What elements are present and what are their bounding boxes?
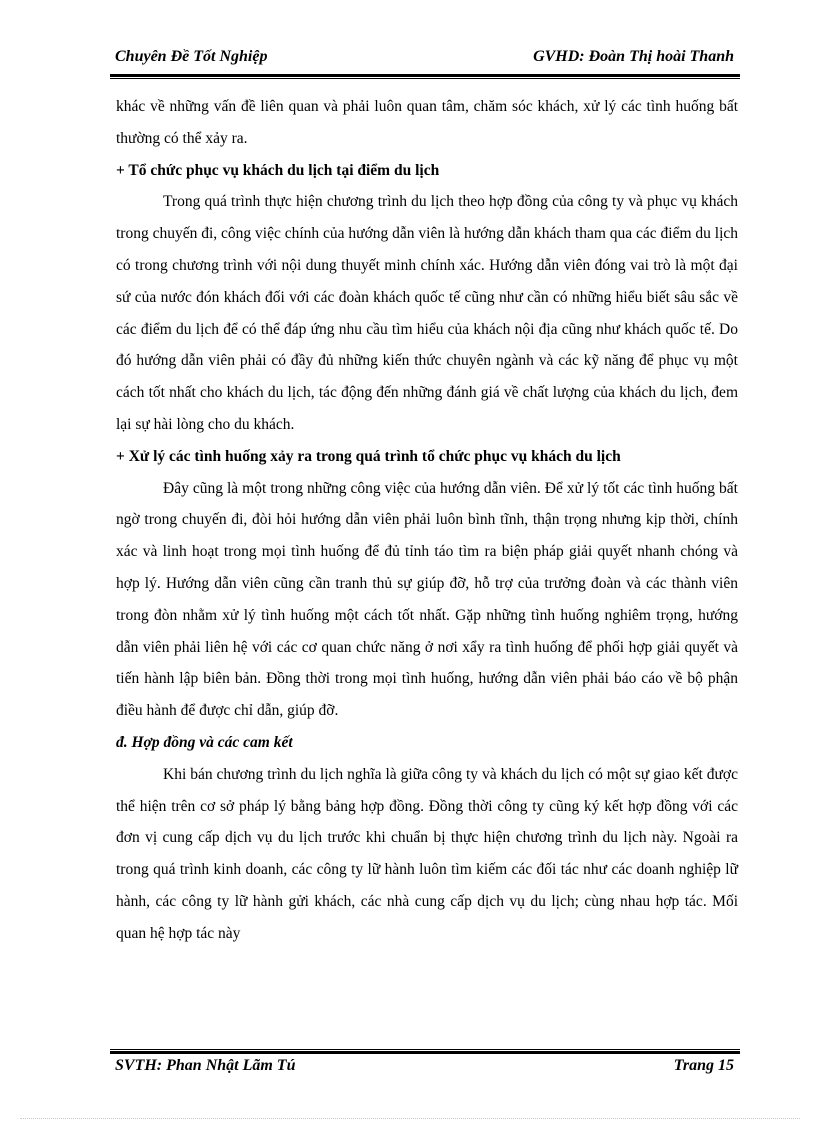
footer-divider [110, 1049, 740, 1054]
document-body [116, 91, 738, 950]
footer-student: SVTH: Phan Nhật Lãm Tú [115, 1057, 296, 1074]
section-heading-guiding: + Tổ chức phục vụ khách du lịch tại điểm du lịch [116, 161, 440, 179]
page-edge-line [20, 1118, 800, 1119]
paragraph-situations: Đây cũng là một trong những công việc của hướng dẫn viên. Để xử lý tốt các tình huống bất ngờ trong chuyến đi, đòi hỏi hướng dẫn viên phải luôn bình tĩnh, thận trọng nhưng kịp thời, chính xác và linh hoạt trong mọi tình huống để đủ tỉnh táo tìm ra biện pháp giải quyết nhanh chóng và hợp lý. Hướng dẫn viên cũng cần tranh thủ sự giúp đỡ, hỗ trợ của trưởng đoàn và các thành viên trong đòn nhằm xử lý tình huống một cách tốt nhất. Gặp những tình huống nghiêm trọng, hướng dẫn viên phải liên hệ với các cơ quan chức năng ở nơi xẩy ra tình huống để phối hợp giải quyết và tiến hành lập biên bản. Đồng thời trong mọi tình huống, hướng dẫn viên phải báo cáo về bộ phận điều hành để được chỉ dẫn, giúp đỡ. [116, 479, 738, 720]
paragraph-continuation: khác về những vấn đề liên quan và phải luôn quan tâm, chăm sóc khách, xử lý các tình huống bất thường có thể xảy ra. [116, 98, 738, 147]
header-divider [110, 74, 740, 79]
page-header [115, 48, 740, 70]
header-advisor: GVHD: Đoàn Thị hoài Thanh [533, 48, 734, 65]
paragraph-contracts: Khi bán chương trình du lịch nghĩa là giữa công ty và khách du lịch có một sự giao kết được thể hiện trên cơ sở pháp lý bằng bảng hợp đồng. Đồng thời công ty cũng ký kết hợp đồng với các đơn vị cung cấp dịch vụ du lịch trước khi chuẩn bị thực hiện chương trình du lịch này. Ngoài ra trong quá trình kinh doanh, các công ty lữ hành luôn tìm kiếm các đối tác như các doanh nghiệp lữ hành, các công ty lữ hành gửi khách, các nhà cung cấp dịch vụ du lịch; cùng nhau hợp tác. Mối quan hệ hợp tác này [116, 765, 738, 942]
paragraph-guiding: Trong quá trình thực hiện chương trình du lịch theo hợp đồng của công ty và phục vụ khách trong chuyến đi, công việc chính của hướng dẫn viên là hướng dẫn khách tham qua các điểm du lịch có trong chương trình với nội dung thuyết minh chính xác. Hướng dẫn viên đóng vai trò là một đại sứ của nước đón khách đối với các đoàn khách quốc tế cũng như cần có những hiểu biết sâu sắc về các điểm du lịch để có thể đáp ứng nhu cầu tìm hiểu của khách nội địa cũng như khách quốc tế. Do đó hướng dẫn viên phải có đầy đủ những kiến thức chuyên ngành và các kỹ năng để phục vụ một cách tốt nhất cho khách du lịch, tác động đến những đánh giá về chất lượng của khách du lịch, đem lại sự hài lòng cho du khách. [116, 193, 739, 433]
page-number: Trang 15 [673, 1057, 734, 1074]
section-heading-contracts: đ. Hợp đồng và các cam kết [116, 733, 293, 751]
header-course-title: Chuyên Đề Tốt Nghiệp [115, 48, 268, 65]
section-heading-situations: + Xử lý các tình huống xảy ra trong quá trình tổ chức phục vụ khách du lịch [116, 447, 621, 465]
